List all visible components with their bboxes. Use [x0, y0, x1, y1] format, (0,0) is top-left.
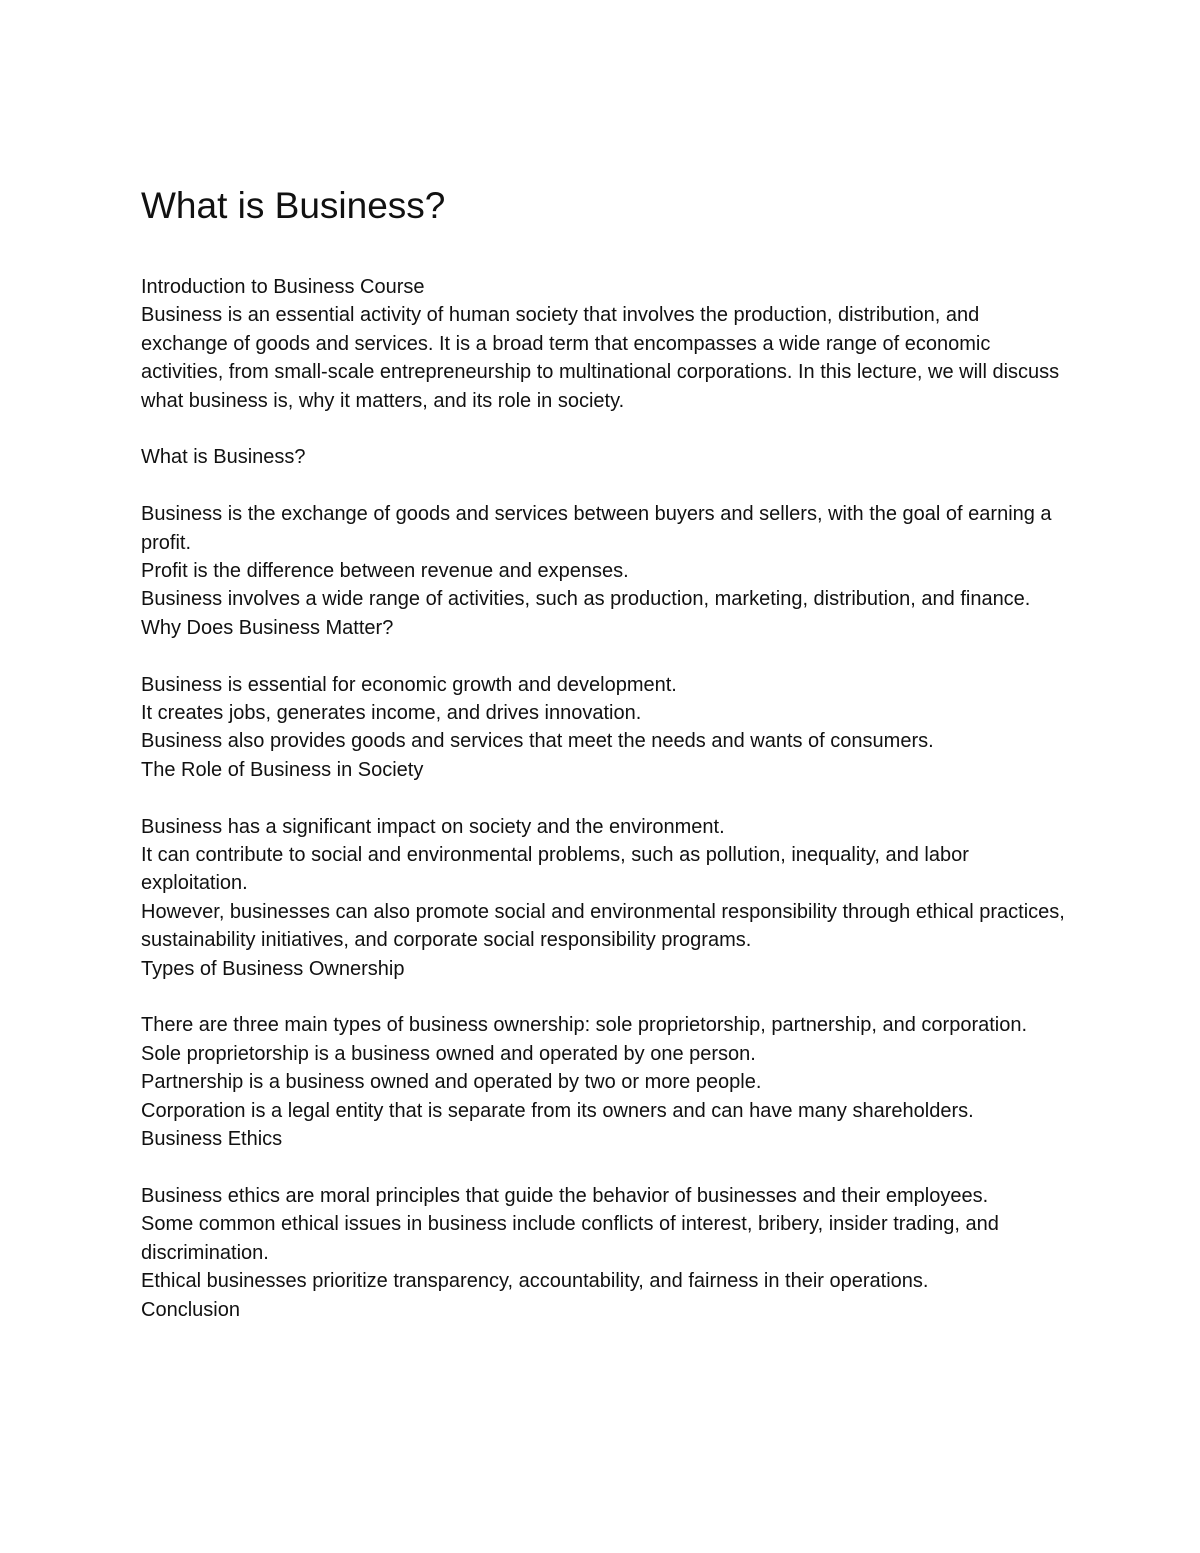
text-line: Some common ethical issues in business include conflicts of interest, bribery, insider trading, and discrimination. [141, 1213, 999, 1264]
document-body [141, 183, 1066, 1324]
blank-line [141, 472, 1066, 500]
blank-line [141, 642, 1066, 670]
text-line: Business is an essential activity of human society that involves the production, distribution, and exchange of goods and services. It is a broad term that encompasses a wide range of economic activities, from small-scale entrepreneurship to multinational corporations. In this lecture, we will discuss what business is, why it matters, and its role in society. [141, 304, 1060, 412]
text-line: Introduction to Business Course [141, 276, 425, 298]
text-line: Corporation is a legal entity that is separate from its owners and can have many shareholders. [141, 1099, 974, 1122]
blank-line [141, 983, 1066, 1011]
text-line: The Role of Business in Society [141, 758, 424, 781]
text-line: There are three main types of business ownership: sole proprietorship, partnership, and corporation. [141, 1014, 1028, 1037]
text-line: Business also provides goods and services that meet the needs and wants of consumers. [141, 730, 934, 753]
text-line: What is Business? [141, 446, 306, 469]
text-line: Profit is the difference between revenue and expenses. [141, 560, 629, 583]
text-line: Partnership is a business owned and operated by two or more people. [141, 1071, 762, 1094]
text-line: Business has a significant impact on society and the environment. [141, 815, 725, 838]
document-title: What is Business? [141, 185, 446, 226]
blank-line [141, 784, 1066, 812]
text-line: Business involves a wide range of activities, such as production, marketing, distribution, and finance. [141, 588, 1031, 611]
text-line: However, businesses can also promote social and environmental responsibility through ethical practices, sustainability initiatives, and corporate social responsibility programs. [141, 900, 1065, 952]
text-line: Business ethics are moral principles that guide the behavior of businesses and their employees. [141, 1184, 989, 1207]
document-text [141, 273, 1066, 1324]
text-line: Conclusion [141, 1298, 240, 1321]
text-line: Business is the exchange of goods and services between buyers and sellers, with the goal of earning a profit. [141, 503, 1052, 554]
text-line: It can contribute to social and environmental problems, such as pollution, inequality, and labor exploitation. [141, 844, 969, 895]
text-line: Ethical businesses prioritize transparency, accountability, and fairness in their operations. [141, 1270, 929, 1293]
blank-line [141, 415, 1066, 443]
text-line: Sole proprietorship is a business owned and operated by one person. [141, 1042, 756, 1065]
text-line: Why Does Business Matter? [141, 616, 394, 639]
text-line: Business is essential for economic growth and development. [141, 673, 677, 696]
text-line: It creates jobs, generates income, and drives innovation. [141, 702, 642, 725]
blank-line [141, 1154, 1066, 1182]
text-line: Types of Business Ownership [141, 957, 405, 980]
text-line: Business Ethics [141, 1128, 283, 1151]
